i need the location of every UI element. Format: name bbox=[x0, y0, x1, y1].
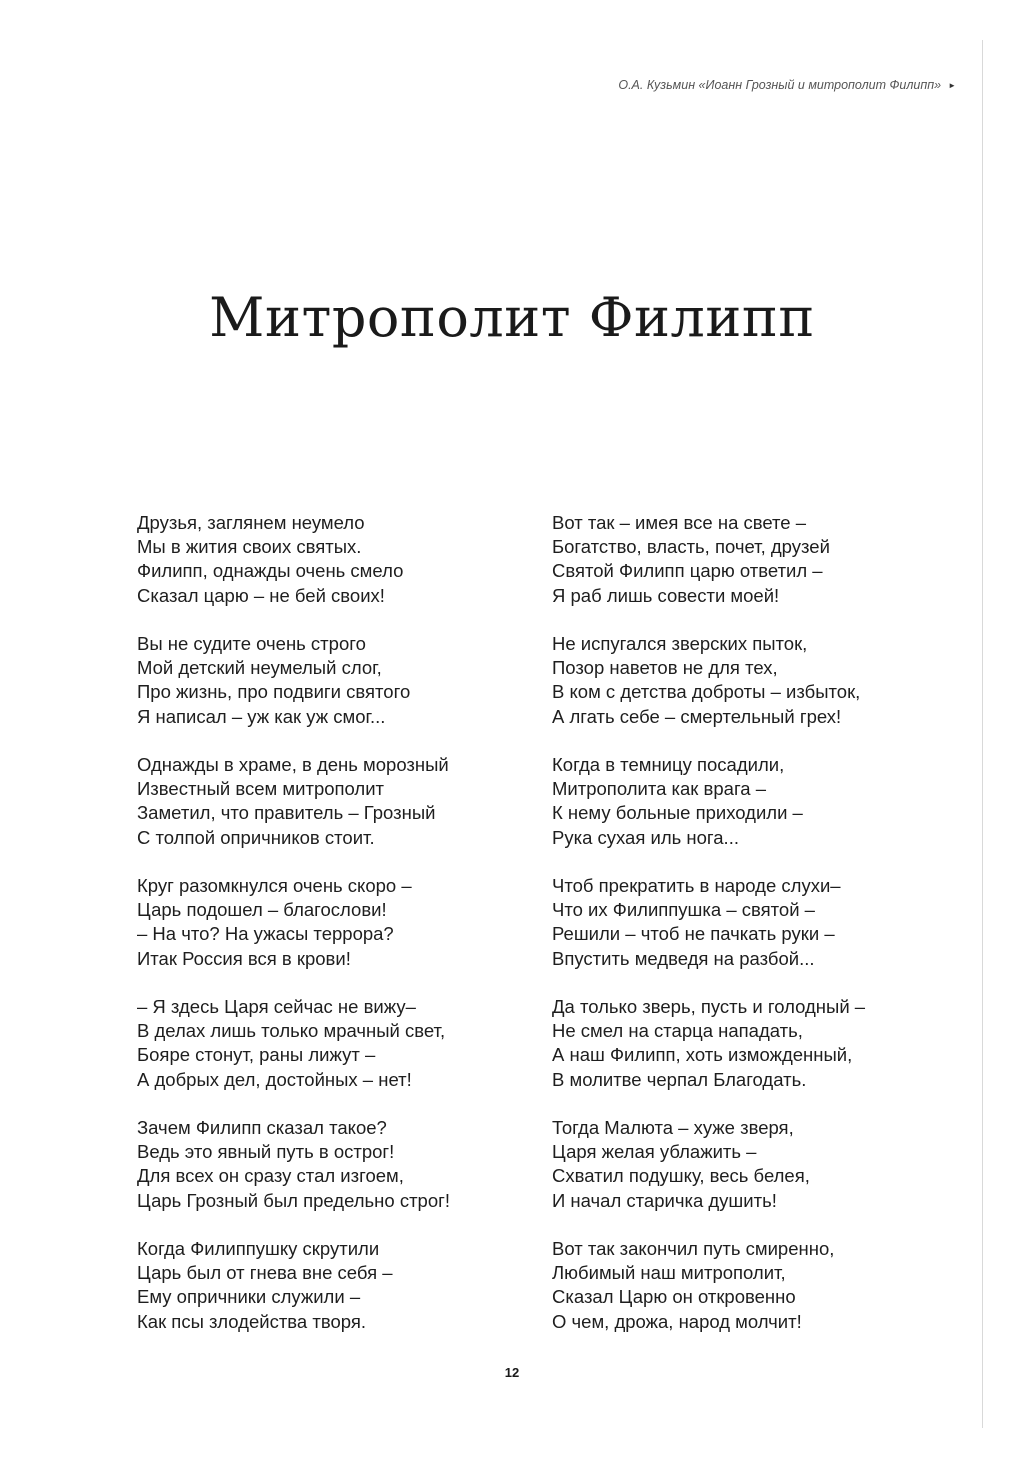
verse-line: О чем, дрожа, народ молчит! bbox=[552, 1310, 802, 1332]
arrow-right-icon: ► bbox=[948, 80, 956, 90]
verse-line: В молитве черпал Благодать. bbox=[552, 1068, 807, 1090]
margin-rule bbox=[982, 40, 983, 1428]
stanza bbox=[137, 632, 557, 729]
running-header-title: О.А. Кузьмин «Иоанн Грозный и митрополит Филипп» bbox=[618, 78, 942, 92]
verse-line: Царь подошел – благослови! bbox=[137, 899, 387, 921]
verse-line: Я написал – уж как уж смог... bbox=[137, 705, 386, 727]
poem-left-column bbox=[137, 511, 557, 1334]
verse-line: Вот так – имея все на свете – bbox=[552, 512, 807, 533]
verse-line: Позор наветов не для тех, bbox=[552, 657, 778, 679]
verse-line: Царя желая ублажить – bbox=[552, 1141, 757, 1163]
verse-line: А наш Филипп, хоть изможденный, bbox=[552, 1044, 853, 1066]
running-header bbox=[618, 78, 956, 92]
stanza bbox=[552, 1116, 972, 1213]
verse-line: Что их Филиппушка – святой – bbox=[552, 899, 815, 921]
verse-line: Не смел на старца нападать, bbox=[552, 1020, 803, 1042]
verse-line: В делах лишь только мрачный свет, bbox=[137, 1020, 446, 1042]
page-title: Митрополит Филипп bbox=[209, 286, 815, 349]
verse-line: Царь был от гнева вне себя – bbox=[137, 1262, 393, 1284]
verse-line: Друзья, заглянем неумело bbox=[137, 512, 365, 533]
verse-line: И начал старичка душить! bbox=[552, 1189, 777, 1211]
verse-line: Мы в жития своих святых. bbox=[137, 536, 362, 558]
verse-line: К нему больные приходили – bbox=[552, 802, 803, 824]
stanza bbox=[552, 753, 972, 850]
verse-line: Митрополита как врага – bbox=[552, 778, 767, 800]
stanza bbox=[137, 1237, 557, 1334]
verse-line: Когда Филиппушку скрутили bbox=[137, 1238, 380, 1259]
verse-line: Я раб лишь совести моей! bbox=[552, 584, 780, 606]
verse-line: Впустить медведя на разбой... bbox=[552, 947, 815, 969]
verse-line: Ведь это явный путь в острог! bbox=[137, 1141, 395, 1163]
stanza bbox=[137, 753, 557, 850]
verse-line: Итак Россия вся в крови! bbox=[137, 947, 351, 969]
verse-line: Схватил подушку, весь белея, bbox=[552, 1165, 810, 1187]
page-number: 12 bbox=[504, 1365, 520, 1380]
verse-line: Чтоб прекратить в народе слухи– bbox=[552, 875, 841, 896]
verse-line: Известный всем митрополит bbox=[137, 778, 385, 800]
verse-line: Ему опричники служили – bbox=[137, 1286, 361, 1308]
verse-line: Как псы злодейства творя. bbox=[137, 1310, 366, 1332]
verse-line: Да только зверь, пусть и голодный – bbox=[552, 996, 866, 1017]
verse-line: В ком с детства доброты – избыток, bbox=[552, 681, 861, 703]
verse-line: – Я здесь Царя сейчас не вижу– bbox=[137, 996, 416, 1017]
stanza bbox=[552, 1237, 972, 1334]
verse-line: Решили – чтоб не пачкать руки – bbox=[552, 923, 835, 945]
verse-line: Зачем Филипп сказал такое? bbox=[137, 1117, 387, 1138]
verse-line: Не испугался зверских пыток, bbox=[552, 633, 808, 654]
verse-line: Сказал царю – не бей своих! bbox=[137, 584, 385, 606]
verse-line: Заметил, что правитель – Грозный bbox=[137, 802, 436, 824]
verse-line: Круг разомкнулся очень скоро – bbox=[137, 875, 412, 896]
verse-line: Любимый наш митрополит, bbox=[552, 1262, 786, 1284]
verse-line: Рука сухая иль нога... bbox=[552, 826, 739, 848]
stanza bbox=[137, 511, 557, 608]
verse-line: С толпой опричников стоит. bbox=[137, 826, 375, 848]
stanza bbox=[552, 511, 972, 608]
verse-line: Однажды в храме, в день морозный bbox=[137, 754, 449, 775]
verse-line: Филипп, однажды очень смело bbox=[137, 560, 404, 582]
verse-line: Вот так закончил путь смиренно, bbox=[552, 1238, 835, 1259]
verse-line: Тогда Малюта – хуже зверя, bbox=[552, 1117, 794, 1138]
verse-line: Святой Филипп царю ответил – bbox=[552, 560, 823, 582]
stanza bbox=[137, 1116, 557, 1213]
verse-line: А добрых дел, достойных – нет! bbox=[137, 1068, 412, 1090]
verse-line: Вы не судите очень строго bbox=[137, 633, 366, 654]
verse-line: Когда в темницу посадили, bbox=[552, 754, 785, 775]
verse-line: Про жизнь, про подвиги святого bbox=[137, 681, 411, 703]
stanza bbox=[552, 874, 972, 971]
verse-line: А лгать себе – смертельный грех! bbox=[552, 705, 842, 727]
verse-line: Сказал Царю он откровенно bbox=[552, 1286, 796, 1308]
verse-line: Царь Грозный был предельно строг! bbox=[137, 1189, 451, 1211]
verse-line: Богатство, власть, почет, друзей bbox=[552, 536, 830, 558]
verse-line: Бояре стонут, раны лижут – bbox=[137, 1044, 376, 1066]
stanza bbox=[137, 995, 557, 1092]
poem-right-column bbox=[552, 511, 972, 1334]
verse-line: Для всех он сразу стал изгоем, bbox=[137, 1165, 404, 1187]
stanza bbox=[552, 632, 972, 729]
verse-line: Мой детский неумелый слог, bbox=[137, 657, 382, 679]
stanza bbox=[552, 995, 972, 1092]
stanza bbox=[137, 874, 557, 971]
verse-line: – На что? На ужасы террора? bbox=[137, 923, 394, 945]
